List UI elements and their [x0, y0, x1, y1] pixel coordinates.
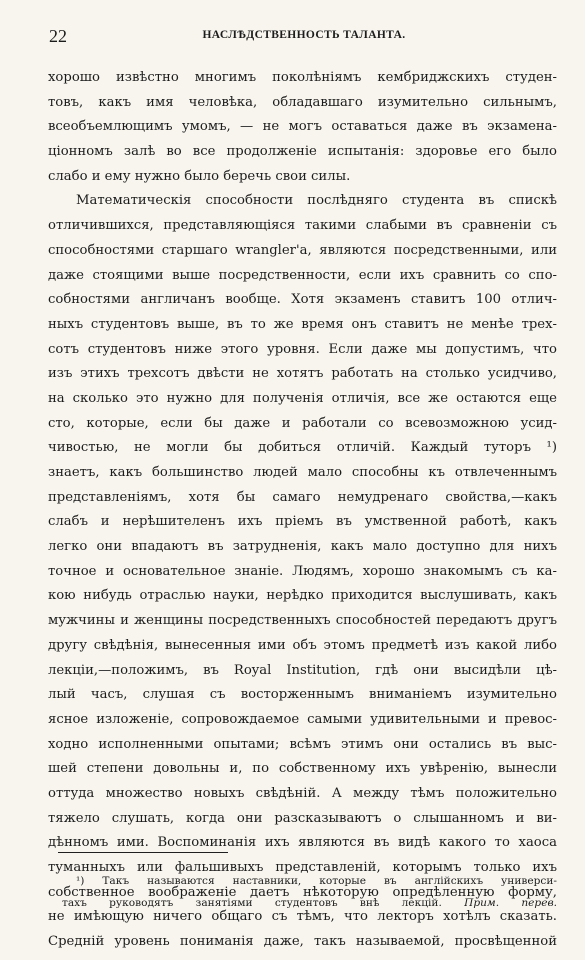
page-header: [49, 26, 557, 50]
text-line: не имѣющую ничего общаго съ тѣмъ, что лекторъ хотѣлъ сказать.: [48, 909, 557, 925]
text-line: сто, которые, если бы даже и работали со всевозможною усид-: [48, 415, 557, 431]
text-line: Средній уровень пониманія даже, такъ называемой, просвѣщенной: [48, 934, 557, 950]
text-line: Математическія способности послѣдняго студента въ спискѣ: [76, 193, 557, 209]
text-line: хорошо извѣстно многимъ поколѣніямъ кембриджскихъ студен-: [48, 70, 557, 85]
footnote-text: тахъ руководятъ занятіями студентовъ внѣ лекцій.: [62, 897, 442, 909]
text-line: способностями старшаго wrangler'а, являются посредственными, или: [48, 242, 557, 258]
text-line: собственное воображеніе даетъ нѣкоторую опредѣленную форму,: [48, 884, 557, 900]
text-line: ясное изложеніе, сопровождаемое самыми удивительными и превос-: [48, 711, 557, 727]
text-line: всеобъемлющимъ умомъ, — не могъ оставаться даже въ экзамена-: [48, 119, 557, 135]
text-line: знаетъ, какъ большинство людей мало способны къ отвлеченнымъ: [48, 465, 557, 480]
text-line: на сколько это нужно для полученія отличія, все же остаются еще: [48, 390, 557, 406]
text-line: дѣнномъ ими. Воспоминанія ихъ являются въ видѣ какого то хаоса: [48, 835, 557, 851]
text-line: точное и основательное знаніе. Людямъ, хорошо знакомымъ съ ка-: [48, 563, 557, 579]
text-line: лекціи,—положимъ, въ Royal Institution, гдѣ они высидѣли цѣ-: [48, 662, 557, 678]
footnote: [62, 870, 557, 914]
text-line: кою нибудь отраслью науки, нерѣдко приходится выслушивать, какъ: [48, 588, 557, 604]
text-line: отличившихся, представляющіяся такими слабыми въ сравненіи съ: [48, 218, 557, 234]
text-line: ныхъ студентовъ выше, въ то же время онъ ставитъ не менѣе трех-: [48, 316, 557, 332]
text-line: оттуда множество новыхъ свѣдѣній. А между тѣмъ положительно: [48, 785, 557, 801]
text-line: представленіямъ, хотя бы самаго немудренаго свойства,—какъ: [48, 489, 557, 505]
footnote-line: ¹) Такъ называются наставники, которые въ англійскихъ универси-: [76, 875, 557, 887]
translator-note: Прим. перев.: [464, 897, 557, 909]
text-line: другу свѣдѣнія, вынесенныя ими объ этомъ предметѣ изъ какой либо: [48, 637, 557, 653]
text-line: чивостью, не могли бы добиться отличій. Каждый туторъ ¹): [48, 440, 557, 456]
running-title: НАСЛѢДСТВЕННОСТЬ ТАЛАНТА.: [202, 29, 406, 41]
text-line: слабо и ему нужно было беречь свои силы.: [48, 168, 351, 184]
text-line: сотъ студентовъ ниже этого уровня. Если даже мы допустимъ, что: [48, 341, 557, 357]
text-line: лый часъ, слушая съ восторженнымъ вниманіемъ изумительно: [48, 687, 557, 703]
body-text: [48, 66, 557, 955]
text-line: собностями англичанъ вообще. Хотя экзаменъ ставитъ 100 отлич-: [48, 292, 557, 308]
text-line: изъ этихъ трехсотъ двѣсти не хотятъ работать на столько усидчиво,: [48, 366, 557, 382]
footnote-divider: [58, 852, 228, 853]
footnote-line: [62, 892, 557, 914]
text-line: товъ, какъ имя человѣка, обладавшаго изумительно сильнымъ,: [48, 94, 557, 110]
text-line: даже стоящими выше посредственности, если ихъ сравнить со спо-: [48, 267, 557, 283]
text-line: шей степени довольны и, по собственному ихъ увѣренію, вынесли: [48, 761, 557, 777]
text-line: ціонномъ залѣ во все продолженіе испытанія: здоровье его было: [48, 144, 557, 160]
text-line: мужчины и женщины посредственныхъ способностей передаютъ другъ: [48, 613, 557, 629]
text-line: тяжело слушать, когда они разсказываютъ о слышанномъ и ви-: [48, 810, 557, 826]
text-line: легко они впадаютъ въ затрудненія, какъ мало доступно для нихъ: [48, 539, 557, 555]
text-line: слабъ и нерѣшителенъ ихъ пріемъ въ умственной работѣ, какъ: [48, 514, 557, 530]
text-line: ходно исполненными опытами; всѣмъ этимъ они остались въ выс-: [48, 736, 557, 752]
page-number: 22: [49, 26, 67, 46]
text-line: туманныхъ или фальшивыхъ представленій, которымъ только ихъ: [48, 860, 557, 875]
